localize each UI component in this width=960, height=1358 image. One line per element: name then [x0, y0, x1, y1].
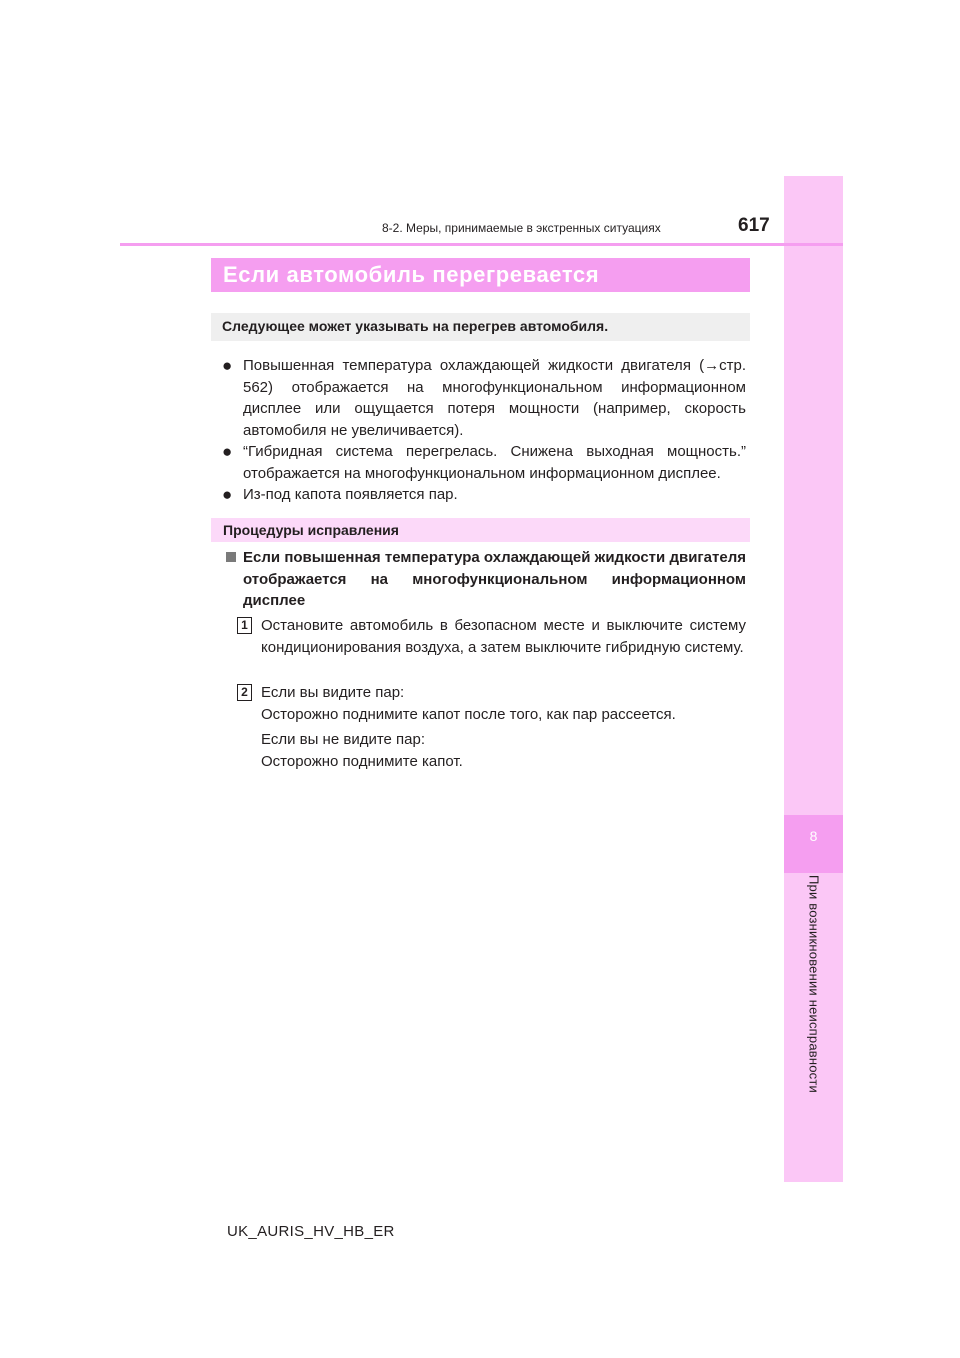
step-2-number: 2 [237, 684, 252, 701]
chapter-number-box [784, 815, 843, 873]
page-title: Если автомобиль перегревается [223, 262, 600, 287]
step-1-number: 1 [237, 617, 252, 634]
intro-bar [211, 313, 750, 341]
symptom-3: Из-под капота появляется пар. [243, 486, 458, 503]
chapter-number: 8 [809, 828, 818, 844]
procedures-header [211, 518, 750, 542]
header-divider [120, 243, 843, 246]
step-2-line-4: Осторожно поднимите капот. [261, 753, 463, 770]
procedures-title: Процедуры исправления [223, 522, 399, 538]
symptom-1: Повышенная температура охлаждающей жидкости двигателя (→стр. 562) отображается на многофункциональном информационном дисплее или ощущается потеря мощности (например, скорость автомобиля не увеличивается). [243, 357, 746, 439]
bullet-icon: ● [222, 442, 233, 461]
chapter-label: При возникновении неисправности [806, 875, 822, 1093]
step-2-line-3: Если вы не видите пар: [261, 731, 426, 748]
bullet-icon: ● [222, 356, 233, 375]
condition-heading: Если повышенная температура охлаждающей жидкости двигателя отображается на многофункциональном информационном дисплее [243, 549, 746, 609]
section-title: 8-2. Меры, принимаемые в экстренных ситуациях [382, 221, 661, 235]
step-2-line-1: Если вы видите пар: [261, 684, 405, 701]
page-number: 617 [738, 215, 770, 236]
page-title-bar [211, 258, 750, 292]
step-2-line-2: Осторожно поднимите капот после того, как пар рассеется. [261, 706, 676, 723]
square-bullet-icon [226, 552, 236, 562]
document-code: UK_AURIS_HV_HB_ER [227, 1223, 395, 1240]
intro-text: Следующее может указывать на перегрев автомобиля. [222, 318, 609, 334]
step-1-text: Остановите автомобиль в безопасном месте и выключите систему кондиционирования воздуха, а затем выключите гибридную систему. [261, 617, 746, 656]
bullet-icon: ● [222, 485, 233, 504]
symptom-2: “Гибридная система перегрелась. Снижена выходная мощность.” отображается на многофункциональном информационном дисплее. [243, 443, 746, 482]
